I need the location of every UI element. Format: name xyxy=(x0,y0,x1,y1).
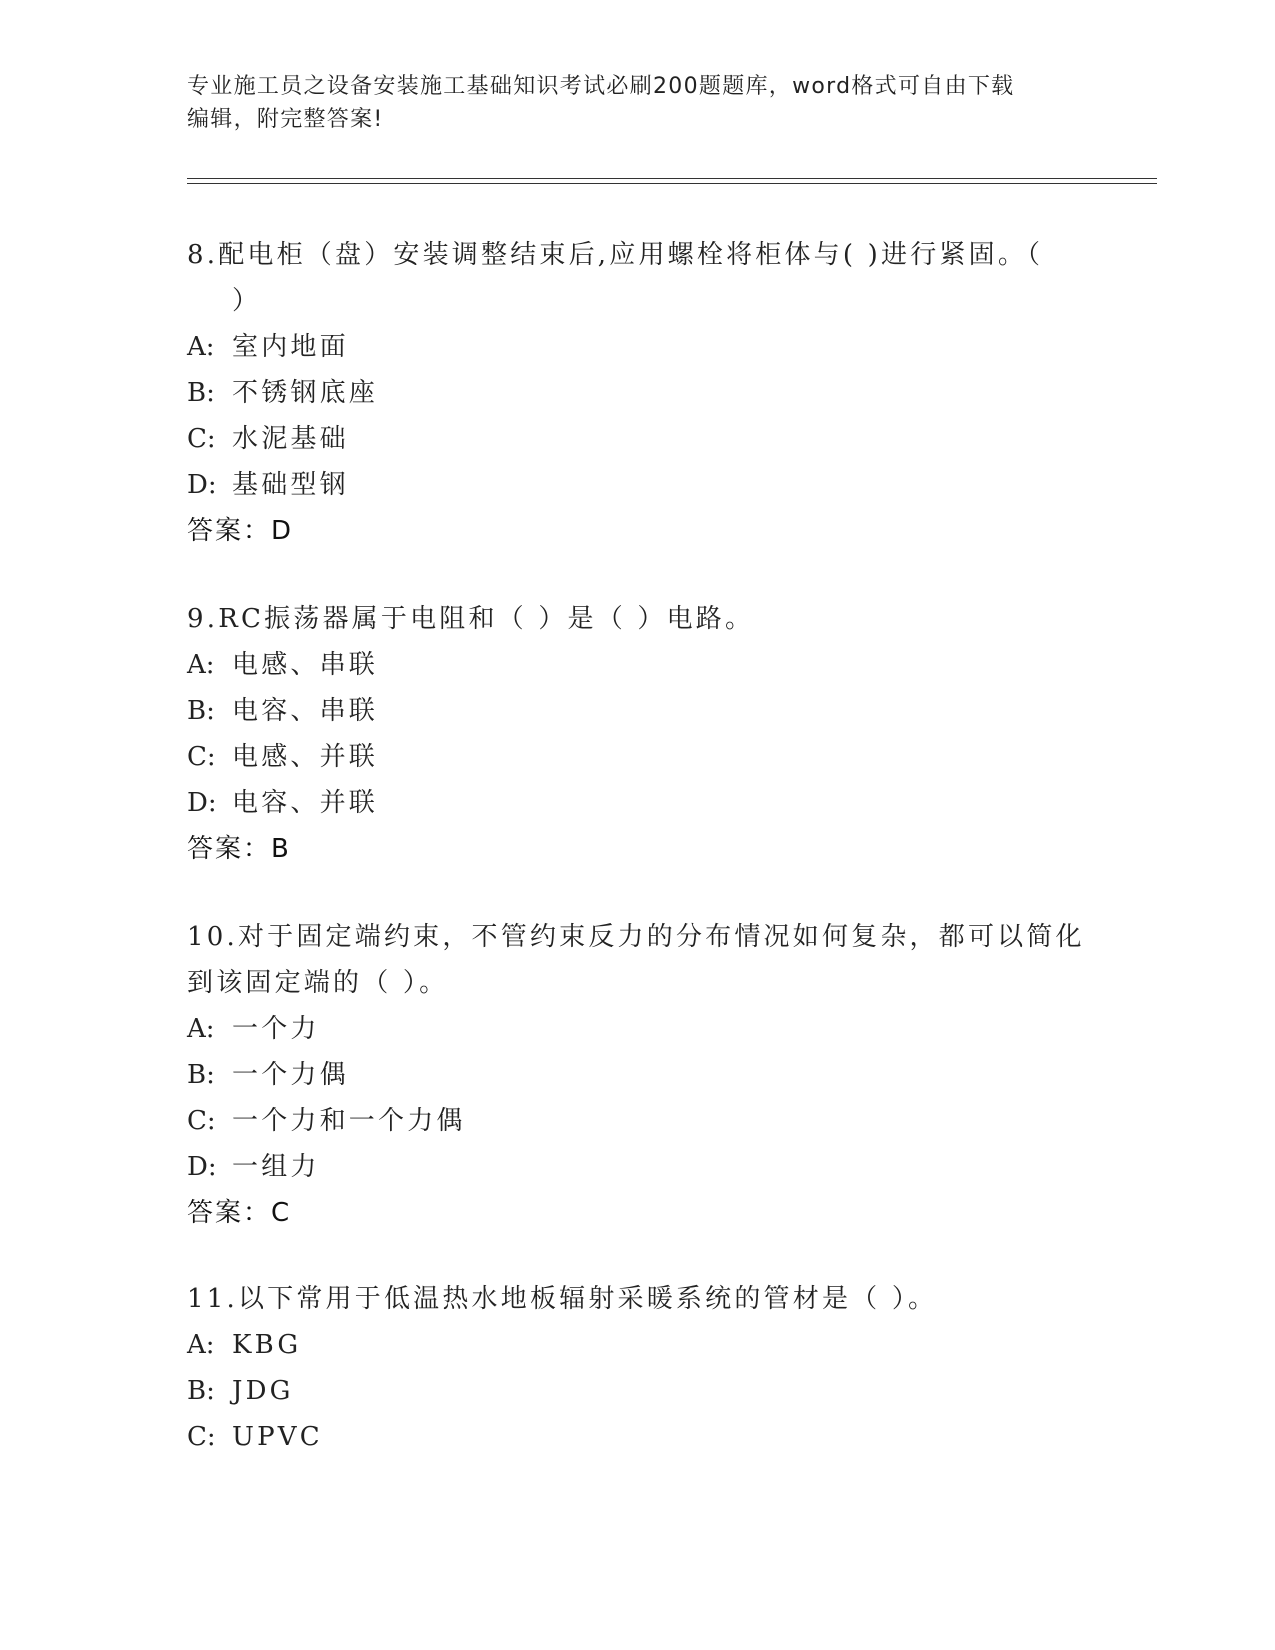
option-d xyxy=(187,462,1087,508)
option-b xyxy=(187,1052,1087,1098)
question-stem-line-2: ） xyxy=(232,286,262,316)
option-d xyxy=(187,780,1087,826)
header-divider-bottom xyxy=(187,183,1157,184)
option-letter: C: xyxy=(187,742,216,772)
option-a xyxy=(187,324,1087,370)
option-c xyxy=(187,1098,1087,1144)
option-b xyxy=(187,1368,1087,1414)
option-letter: C: xyxy=(187,1106,216,1136)
question-stem xyxy=(187,596,1087,642)
option-letter: B: xyxy=(187,378,215,408)
question-stem-line-1: 11.以下常用于低温热水地板辐射采暖系统的管材是（ ）。 xyxy=(187,1284,938,1314)
option-text: 一个力偶 xyxy=(232,1060,349,1090)
question-10 xyxy=(187,914,1087,1236)
option-text: 水泥基础 xyxy=(232,424,349,454)
option-text: 电容、串联 xyxy=(232,696,379,726)
option-letter: A: xyxy=(187,1330,215,1360)
option-text: UPVC xyxy=(232,1422,323,1452)
option-text: 基础型钢 xyxy=(232,470,349,500)
document-header xyxy=(187,70,1087,136)
question-stem-line-1: 9.RC振荡器属于电阻和（ ）是（ ）电路。 xyxy=(187,604,755,634)
option-text: 不锈钢底座 xyxy=(232,378,379,408)
option-letter: B: xyxy=(187,1376,215,1406)
option-letter: D: xyxy=(187,1152,217,1182)
question-stem-line-1: 10.对于固定端约束，不管约束反力的分布情况如何复杂，都可以简化 xyxy=(187,922,1085,952)
option-d xyxy=(187,1144,1087,1190)
option-text: JDG xyxy=(232,1376,294,1406)
option-letter: C: xyxy=(187,1422,216,1452)
question-stem-line-1: 8.配电柜（盘）安装调整结束后,应用螺栓将柜体与( )进行紧固。（ xyxy=(187,240,1044,270)
question-9 xyxy=(187,596,1087,872)
question-stem-line-2: 到该固定端的（ ）。 xyxy=(187,968,449,998)
option-c xyxy=(187,734,1087,780)
option-text: 一组力 xyxy=(232,1152,320,1182)
question-8 xyxy=(187,232,1087,554)
option-c xyxy=(187,1414,1087,1460)
option-a xyxy=(187,1322,1087,1368)
option-a xyxy=(187,642,1087,688)
option-text: 电感、并联 xyxy=(232,742,379,772)
option-a xyxy=(187,1006,1087,1052)
option-text: 电容、并联 xyxy=(232,788,379,818)
option-text: KBG xyxy=(232,1330,302,1360)
answer-line: 答案：C xyxy=(187,1198,292,1228)
option-letter: A: xyxy=(187,332,215,362)
option-letter: C: xyxy=(187,424,216,454)
option-c xyxy=(187,416,1087,462)
answer-line: 答案：B xyxy=(187,834,291,864)
option-text: 一个力 xyxy=(232,1014,320,1044)
option-text: 一个力和一个力偶 xyxy=(232,1106,466,1136)
option-letter: D: xyxy=(187,470,217,500)
option-letter: D: xyxy=(187,788,217,818)
header-title-line-2: 编辑，附完整答案! xyxy=(187,107,384,132)
option-b xyxy=(187,688,1087,734)
option-letter: A: xyxy=(187,1014,215,1044)
question-11 xyxy=(187,1276,1087,1460)
option-text: 室内地面 xyxy=(232,332,349,362)
option-letter: B: xyxy=(187,696,215,726)
option-b xyxy=(187,370,1087,416)
question-stem xyxy=(187,914,1087,1006)
option-text: 电感、串联 xyxy=(232,650,379,680)
question-stem xyxy=(187,1276,1087,1322)
answer-line: 答案：D xyxy=(187,516,294,546)
option-letter: B: xyxy=(187,1060,215,1090)
option-letter: A: xyxy=(187,650,215,680)
header-divider-top xyxy=(187,178,1157,179)
header-title-line-1: 专业施工员之设备安装施工基础知识考试必刷200题题库，word格式可自由下载 xyxy=(187,74,1015,99)
question-stem xyxy=(187,232,1087,324)
